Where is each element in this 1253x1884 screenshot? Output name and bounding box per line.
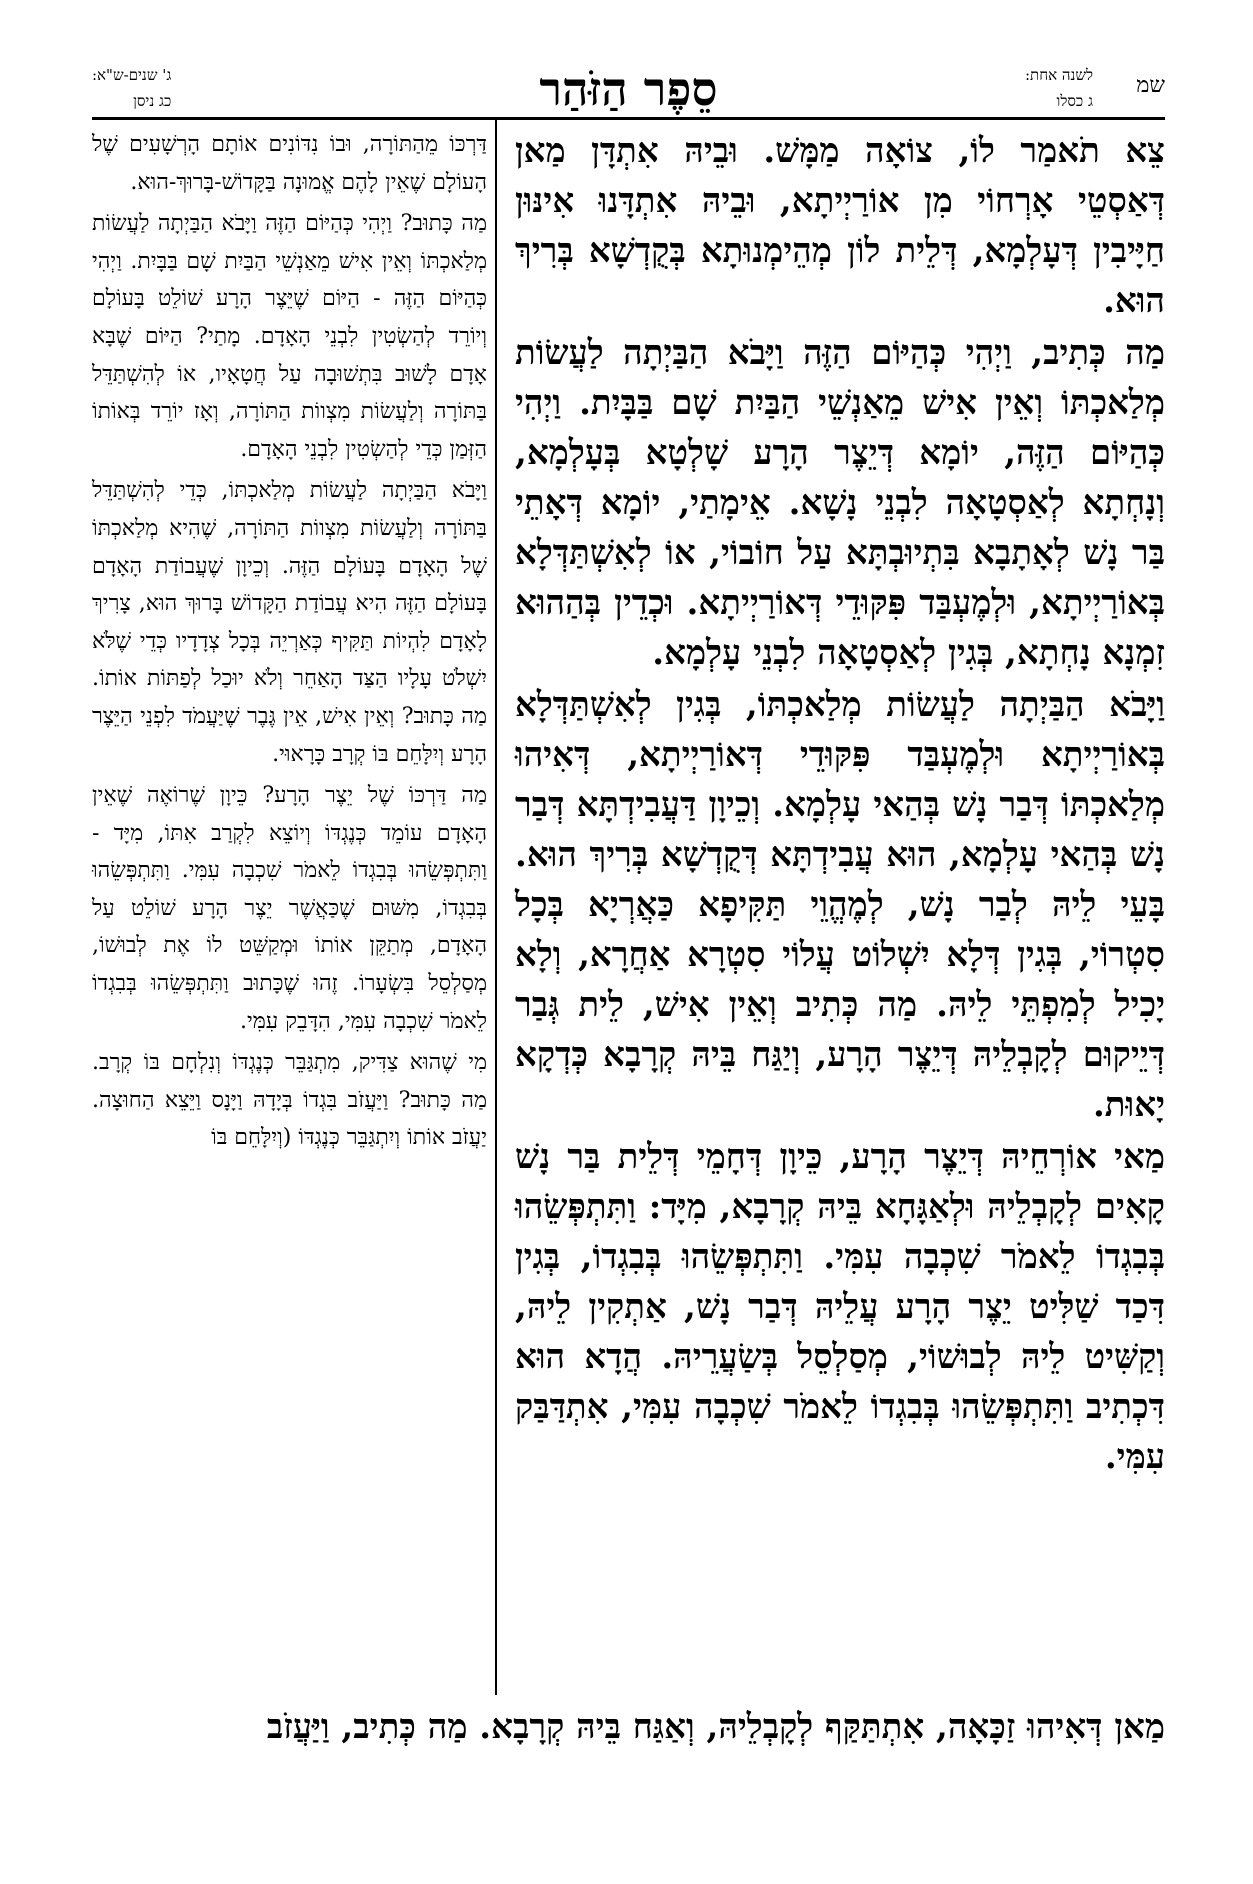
- translation-paragraph: מִי שֶׁהוּא צַדִּיק, מִתְגַּבֵּר כְּנֶגְדּוֹ וְנִלְחָם בּוֹ קְרָב. מַה כָּתוּב? וַיַּעֲזֹב בִּגְדוֹ בְּיָדָהּ וַיָּנָס וַיֵּצֵא הַחוּצָה. יַעֲזֹב אוֹתוֹ וְיִתְגַּבֵּר כְּנֶגְדּוֹ (וְיִלָּחֵם בּוֹ: [92, 1050, 487, 1151]
- aramaic-paragraph: מַאי אוֹרְחֵיהּ דְּיֵצֶר הָרָע, כֵּיוָן דְּחָמֵי דְּלֵית בַּר נָשׁ קָאִים לְקָבְלֵיהּ וּלְאַגָּחָא בֵּיהּ קְרָבָא, מִיָּד: וַתִּתְפְּשֵׂהוּ בְּבִגְדוֹ לֵאמֹר שִׁכְבָה עִמִּי. וַתִּתְפְּשֵׂהוּ בְּבִגְדוֹ, בְּגִין דִּכַד שַׁלִּיט יֵצֶר הָרָע עֲלֵיהּ דְּבַר נָשׁ, אַתְקִין לֵיהּ, וְקַשִּׁיט לֵיהּ לְבוּשׁוֹי, מְסַלְסֵל בְּשַׂעֲרֵיהּ. הֲדָא הוּא דִּכְתִיב וַתִּתְפְּשֵׂהוּ בְּבִגְדוֹ לֵאמֹר שִׁכְבָה עִמִּי, אִתְדַּבַּק עִמִּי.: [515, 1137, 1165, 1477]
- aramaic-paragraph: צֵא תֹאמַר לוֹ, צוֹאָה מַמָּשׁ. וּבֵיהּ אִתְדָּן מַאן דְּאַסְטֵי אָרְחוֹי מִן אוֹרַיְיתָא, וּבֵיהּ אִתְדָּנוּ אִינּוּן חַיָּיבִין דְּעָלְמָא, דְּלֵית לוֹן מְהֵימְנוּתָא בְּקֻדְשָׁא בְּרִיךְ הוּא.: [515, 131, 1165, 321]
- translation-column: [92, 126, 487, 1161]
- three-year-label: ג' שנים-ש"א:: [92, 66, 172, 84]
- aramaic-paragraph: מַה כְּתִיב, וַיְהִי כְּהַיּוֹם הַזֶּה וַיָּבֹא הַבַּיְתָה לַעֲשׂוֹת מְלַאכְתּוֹ וְאֵין אִישׁ מֵאַנְשֵׁי הַבַּיִת שָׁם בַּבָּיִת. וַיְהִי כְּהַיּוֹם הַזֶּה, יוֹמָא דְּיֵצֶר הָרָע שָׁלְטָא בְּעָלְמָא, וְנָחְתָא לְאַסְטָאָה לִבְנֵי נָשָׁא. אֵימָתַי, יוֹמָא דְּאָתֵי בַּר נָשׁ לְאָתָבָא בִּתְיוּבְתָּא עַל חוֹבוֹי, אוֹ לְאִשְׁתַּדְּלָא בְּאוֹרַיְיתָא, וּלְמֶעְבַּד פִּקּוּדֵי דְּאוֹרַיְיתָא. וּכְדֵין בְּהַהוּא זִמְנָא נָחְתָא, בְּגִין לְאַסְטָאָה לִבְנֵי עָלְמָא.: [515, 333, 1165, 673]
- aramaic-column: [515, 126, 1165, 1484]
- one-year-date: ג כסלו: [1056, 92, 1093, 110]
- book-title: סֵפֶר הַזֹּהַר: [539, 62, 718, 116]
- three-year-schedule: [92, 62, 171, 114]
- page-header: [92, 62, 1165, 118]
- translation-paragraph: מַה כָּתוּב? וַיְהִי כְּהַיּוֹם הַזֶּה וַיָּבֹא הַבַּיְתָה לַעֲשׂוֹת מְלַאכְתּוֹ וְאֵין אִישׁ מֵאַנְשֵׁי הַבַּיִת שָׁם בַּבָּיִת. וַיְהִי כְּהַיּוֹם הַזֶּה - הַיּוֹם שֶׁיֵּצֶר הָרָע שׁוֹלֵט בָּעוֹלָם וְיוֹרֵד לְהַשְׂטִין לִבְנֵי הָאָדָם. מָתַי? הַיּוֹם שֶׁבָּא אָדָם לָשׁוּב בִּתְשׁוּבָה עַל חֲטָאָיו, אוֹ לְהִשְׁתַּדֵּל בַּתּוֹרָה וְלַעֲשׂוֹת מִצְווֹת הַתּוֹרָה, וְאָז יוֹרֵד בְּאוֹתוֹ הַזְּמַן כְּדֵי לְהַשְׂטִין לִבְנֵי הָאָדָם.: [92, 211, 487, 462]
- translation-paragraph: מַה דַּרְכּוֹ שֶׁל יֵצֶר הָרָע? כֵּיוָן שֶׁרוֹאֶה שֶׁאֵין הָאָדָם עוֹמֵד כְּנֶגְדּוֹ וְיוֹצֵא לִקְרַב אִתּוֹ, מִיָּד - וַתִּתְפְּשֵׂהוּ בְּבִגְדוֹ לֵאמֹר שִׁכְבָה עִמִּי. וַתִּתְפְּשֵׂהוּ בְּבִגְדוֹ, מִשּׁוּם שֶׁכַּאֲשֶׁר יֵצֶר הָרָע שׁוֹלֵט עַל הָאָדָם, מְתַקֵּן אוֹתוֹ וּמְקַשֵּׁט לוֹ אֶת לְבוּשׁוֹ, מְסַלְסֵל בִּשְׂעָרוֹ. זֶהוּ שֶׁכָּתוּב וַתִּתְפְּשֵׂהוּ בְּבִגְדוֹ לֵאמֹר שִׁכְבָה עִמִּי, הִדָּבֵק עִמִּי.: [92, 783, 487, 1034]
- translation-paragraph: וַיָּבֹא הַבַּיְתָה לַעֲשׂוֹת מְלַאכְתּוֹ, כְּדֵי לְהִשְׁתַּדֵּל בַּתּוֹרָה וְלַעֲשׂוֹת מִצְווֹת הַתּוֹרָה, שֶׁהִיא מְלַאכְתּוֹ שֶׁל הָאָדָם בָּעוֹלָם הַזֶּה. וְכֵיוָן שֶׁעֲבוֹדַת הָאָדָם בָּעוֹלָם הַזֶּה הִיא עֲבוֹדַת הַקָּדוֹשׁ בָּרוּךְ הוּא, צָרִיךְ לָאָדָם לִהְיוֹת תַּקִּיף כְּאַרְיֵה בְּכָל צְדָדָיו כְּדֵי שֶׁלֹּא יִשְׁלֹט עָלָיו הַצַּד הָאַחֵר וְלֹא יוּכַל לְפַתּוֹת אוֹתוֹ. מַה כָּתוּב? וְאֵין אִישׁ, אֵין גֶּבֶר שֶׁיַּעֲמֹד לִפְנֵי הַיֵּצֶר הָרָע וְיִלָּחֵם בּוֹ קְרָב כָּרָאוּי.: [92, 478, 487, 767]
- column-divider: [495, 120, 497, 1695]
- one-year-label: לשנה אחת:: [1025, 66, 1093, 84]
- translation-paragraph: דַּרְכּוֹ מֵהַתּוֹרָה, וּבוֹ נִדּוֹנִים אוֹתָם הָרְשָׁעִים שֶׁל הָעוֹלָם שֶׁאֵין לָהֶם אֱמוּנָה בַּקָּדוֹשׁ-בָּרוּךְ-הוּא.: [92, 132, 487, 195]
- parasha-name: שמ: [1136, 73, 1165, 98]
- continuation-line: מַאן דְּאִיהוּ זַכָּאָה, אִתְתַּקַּף לְקָבְלֵיהּ, וְאַגַּח בֵּיהּ קְרָבָא. מַה כְּתִיב, וַיַּעֲזֹב: [266, 1707, 1165, 1747]
- three-year-date: כג ניסן: [133, 92, 172, 110]
- header-rule: [92, 117, 1165, 120]
- aramaic-paragraph: וַיָּבֹא הַבַּיְתָה לַעֲשׂוֹת מְלַאכְתּוֹ, בְּגִין לְאִשְׁתַּדְּלָא בְּאוֹרַיְיתָא וּלְמֶעְבַּד פִּקּוּדֵי דְּאוֹרַיְיתָא, דְּאִיהוּ מְלַאכְתּוֹ דְּבַר נָשׁ בְּהַאי עָלְמָא. וְכֵיוָן דַּעֲבִידְתָּא דְּבַר נָשׁ בְּהַאי עָלְמָא, הוּא עֲבִידְתָּא דְּקֻדְשָׁא בְּרִיךְ הוּא. בָּעֵי לֵיהּ לְבַר נָשׁ, לְמֶהֱוֵי תַּקִּיפָא כַּאֲרְיָא בְּכָל סִטְרוֹי, בְּגִין דְּלָא יִשְׁלוֹט עֲלוֹי סִטְרָא אַחֲרָא, וְלָא יָכִיל לְמִפְתֵּי לֵיהּ. מַה כְּתִיב וְאֵין אִישׁ, לֵית גְּבַר דְּיֵיקוּם לְקָבְלֵיהּ דְּיֵצֶר הָרָע, וְיַגַּח בֵּיהּ קְרָבָא כְּדְקָא יָאוּת.: [515, 685, 1165, 1125]
